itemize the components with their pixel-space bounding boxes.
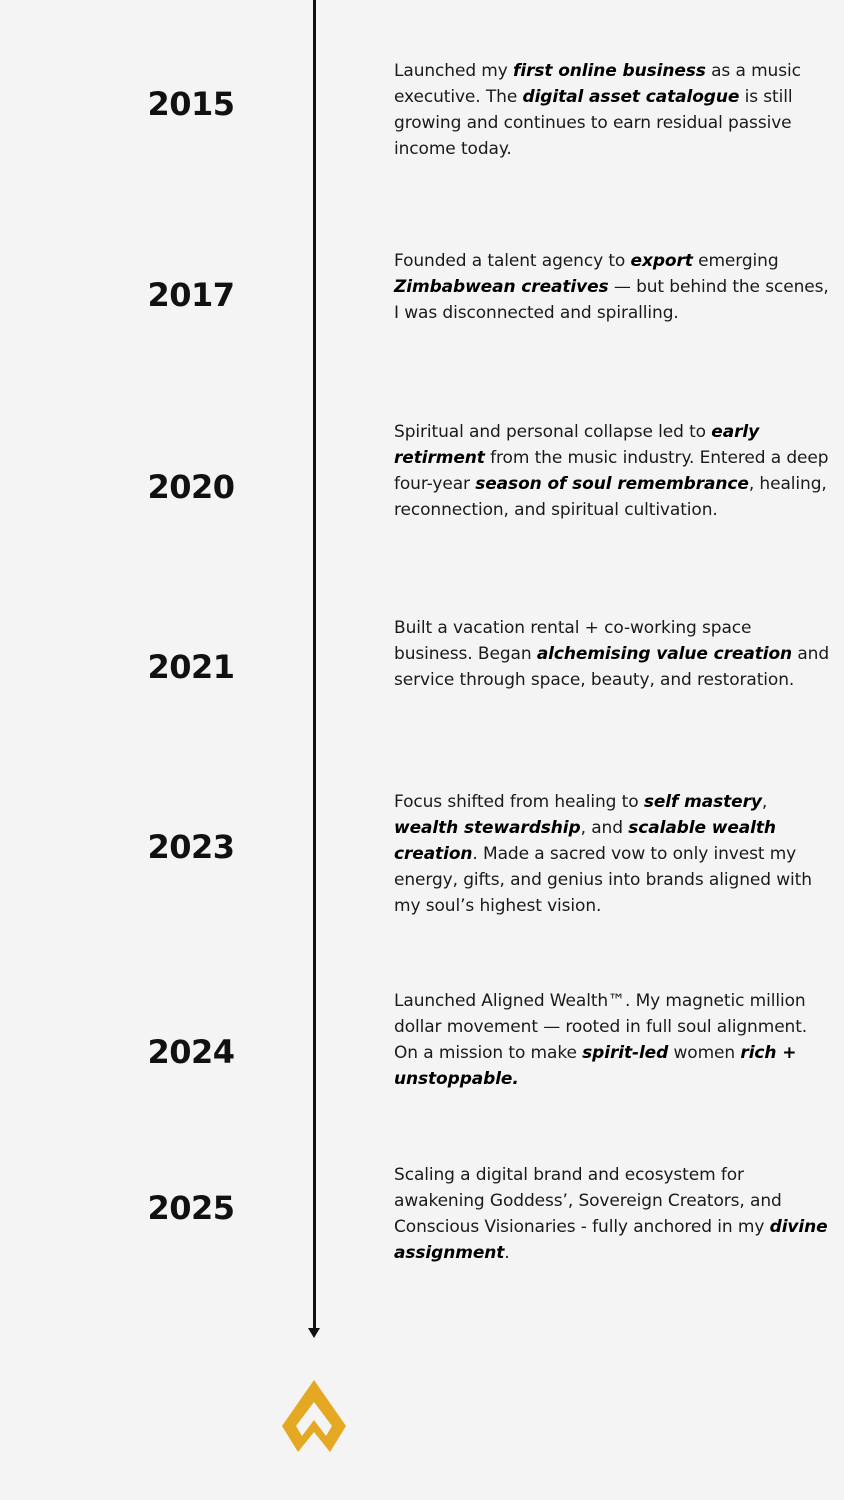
entry-description-2017: [394, 248, 834, 326]
emphasis-text: scalable wealth creation: [394, 818, 776, 864]
year-2023: 2023: [147, 828, 235, 866]
body-text: Launched my: [394, 61, 514, 81]
emphasis-text: season of soul remembrance: [475, 474, 749, 494]
entry-description-2021: [394, 615, 834, 693]
entry-description-2020: [394, 419, 834, 523]
body-text: Built a vacation rental + co-working space business. Began: [394, 618, 752, 664]
emphasis-text: Zimbabwean creatives: [394, 277, 609, 297]
body-text: Spiritual and personal collapse led to: [394, 422, 712, 442]
emphasis-text: alchemising value creation: [536, 644, 793, 664]
emphasis-text: rich + unstoppable.: [394, 1043, 797, 1089]
emphasis-text: wealth stewardship: [394, 818, 581, 838]
body-text: ,: [761, 792, 768, 812]
entry-description-2025: [394, 1162, 834, 1266]
body-text: .: [504, 1243, 510, 1263]
year-2015: 2015: [147, 85, 235, 123]
arrow-down-icon: [308, 1328, 320, 1338]
emphasis-text: self mastery: [643, 792, 762, 812]
year-2025: 2025: [147, 1189, 235, 1227]
body-text: is still growing and continues to earn residual passive income today.: [394, 87, 793, 159]
entry-description-2024: [394, 988, 834, 1092]
body-text: . Made a sacred vow to only invest my energy, gifts, and genius into brands aligned with my soul’s highest vision.: [394, 844, 812, 916]
body-text: emerging: [692, 251, 779, 271]
timeline-line: [313, 0, 316, 1330]
body-text: , and: [580, 818, 629, 838]
emphasis-text: first online business: [513, 61, 706, 81]
body-text: as a music executive. The: [394, 61, 801, 107]
year-2024: 2024: [147, 1033, 235, 1071]
entry-description-2015: [394, 58, 834, 162]
body-text: — but behind the scenes, I was disconnected and spiralling.: [394, 277, 829, 323]
body-text: women: [668, 1043, 741, 1063]
year-2017: 2017: [147, 276, 235, 314]
body-text: from the music industry. Entered a deep four-year: [394, 448, 829, 494]
emphasis-text: early retirment: [394, 422, 760, 468]
body-text: Founded a talent agency to: [394, 251, 631, 271]
body-text: , healing, reconnection, and spiritual cultivation.: [394, 474, 827, 520]
emphasis-text: export: [630, 251, 693, 271]
body-text: Launched Aligned Wealth™. My magnetic million dollar movement — rooted in full soul alignment. On a mission to make: [394, 991, 808, 1063]
entry-description-2023: [394, 789, 834, 919]
year-2020: 2020: [147, 468, 235, 506]
emphasis-text: spirit-led: [582, 1043, 669, 1063]
emphasis-text: divine assignment: [394, 1217, 828, 1263]
aligned-wealth-logo: [280, 1376, 348, 1456]
body-text: and service through space, beauty, and restoration.: [394, 644, 830, 690]
emphasis-text: digital asset catalogue: [522, 87, 740, 107]
body-text: Scaling a digital brand and ecosystem for awakening Goddess’, Sovereign Creators, and Conscious Visionaries - fully anchored in my: [394, 1165, 782, 1237]
year-2021: 2021: [147, 648, 235, 686]
body-text: Focus shifted from healing to: [394, 792, 644, 812]
